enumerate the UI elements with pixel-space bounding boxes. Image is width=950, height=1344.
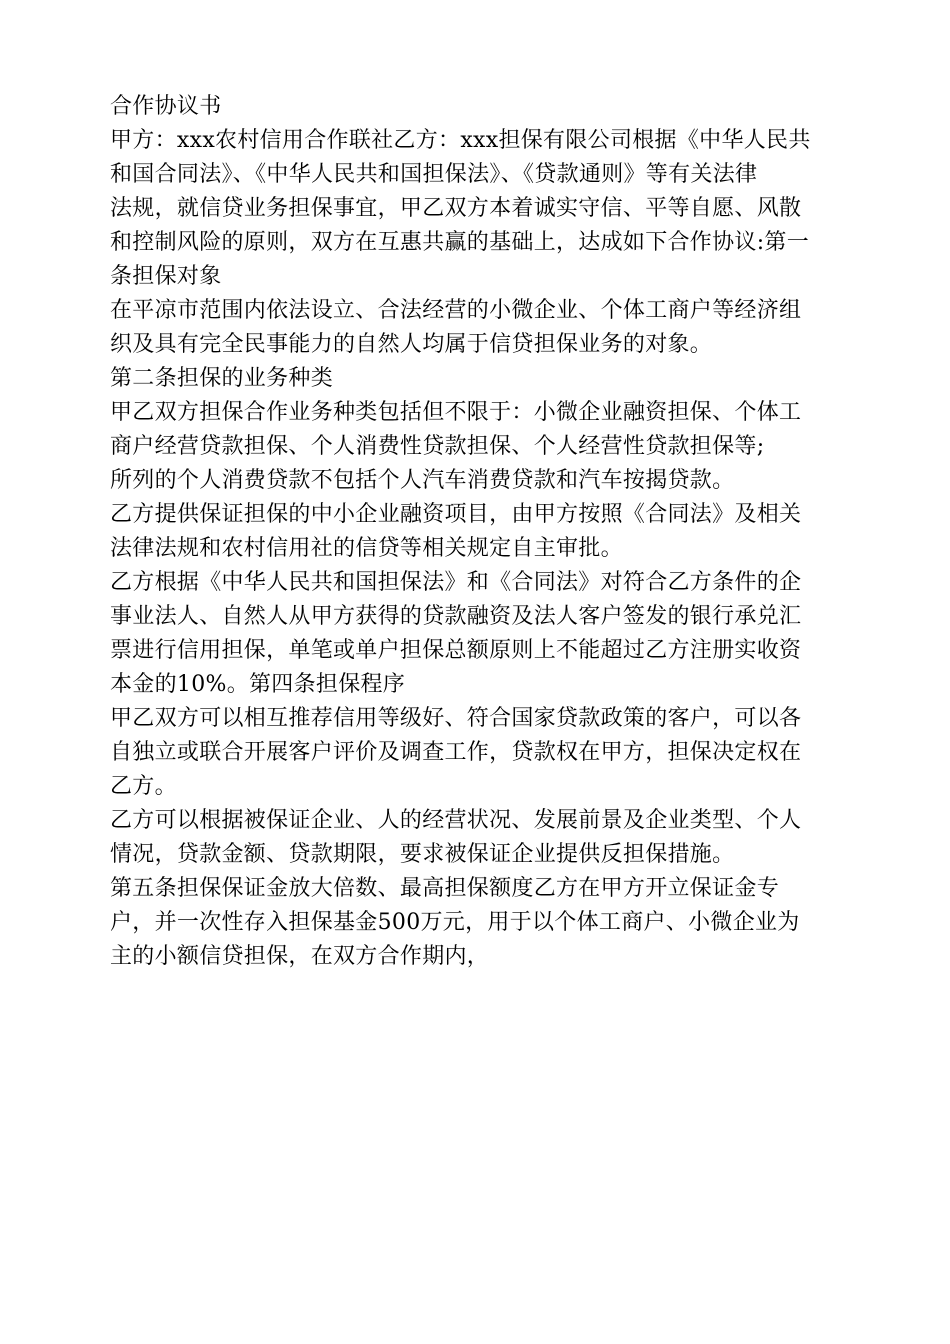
- paragraph-line: 自独立或联合开展客户评价及调查工作，贷款权在甲方，担保决定权在: [110, 740, 802, 765]
- paragraph-line: 户，并一次性存入担保基金500万元，用于以个体工商户、小微企业为: [110, 910, 800, 935]
- paragraph-line: 甲乙双方可以相互推荐信用等级好、符合国家贷款政策的客户，可以各: [110, 706, 802, 731]
- paragraph-line: 乙方根据《中华人民共和国担保法》和《合同法》对符合乙方条件的企: [110, 570, 802, 595]
- paragraph-line: 情况，贷款金额、贷款期限，要求被保证企业提供反担保措施。: [110, 842, 735, 867]
- paragraph-line: 织及具有完全民事能力的自然人均属于信贷担保业务的对象。: [110, 332, 713, 357]
- paragraph-line: 事业法人、自然人从甲方获得的贷款融资及法人客户签发的银行承兑汇: [110, 604, 802, 629]
- paragraph-line: 在平凉市范围内依法设立、合法经营的小微企业、个体工商户等经济组: [110, 298, 802, 323]
- paragraph-line: 第五条担保保证金放大倍数、最高担保额度乙方在甲方开立保证金专: [110, 876, 780, 901]
- paragraph-line: 主的小额信贷担保，在双方合作期内，: [110, 944, 490, 969]
- paragraph-line: 乙方提供保证担保的中小企业融资项目，由甲方按照《合同法》及相关: [110, 502, 802, 527]
- paragraph-line: 法规，就信贷业务担保事宜，甲乙双方本着诚实守信、平等自愿、风散: [110, 196, 802, 221]
- paragraph-line: 票进行信用担保，单笔或单户担保总额原则上不能超过乙方注册实收资: [110, 638, 802, 663]
- paragraph-line: 法律法规和农村信用社的信贷等相关规定自主审批。: [110, 536, 623, 561]
- paragraph-line: 商户经营贷款担保、个人消费性贷款担保、个人经营性贷款担保等;: [110, 434, 765, 459]
- section-heading: 第二条担保的业务种类: [110, 366, 334, 391]
- paragraph-line: 和控制风险的原则，双方在互惠共赢的基础上，达成如下合作协议:第一: [110, 230, 810, 255]
- paragraph-line: 本金的10%。第四条担保程序: [110, 672, 406, 697]
- paragraph-line: 所列的个人消费贷款不包括个人汽车消费贷款和汽车按揭贷款。: [110, 468, 735, 493]
- document-title: 合作协议书: [110, 94, 222, 119]
- paragraph-line: 和国合同法》、《中华人民共和国担保法》、《贷款通则》等有关法律: [110, 162, 758, 187]
- paragraph-line: 乙方。: [110, 774, 177, 799]
- paragraph-line: 甲方：xxx农村信用合作联社乙方：xxx担保有限公司根据《中华人民共: [110, 128, 811, 153]
- paragraph-line: 乙方可以根据被保证企业、人的经营状况、发展前景及企业类型、个人: [110, 808, 802, 833]
- paragraph-line: 甲乙双方担保合作业务种类包括但不限于：小微企业融资担保、个体工: [110, 400, 802, 425]
- section-heading: 条担保对象: [110, 264, 222, 289]
